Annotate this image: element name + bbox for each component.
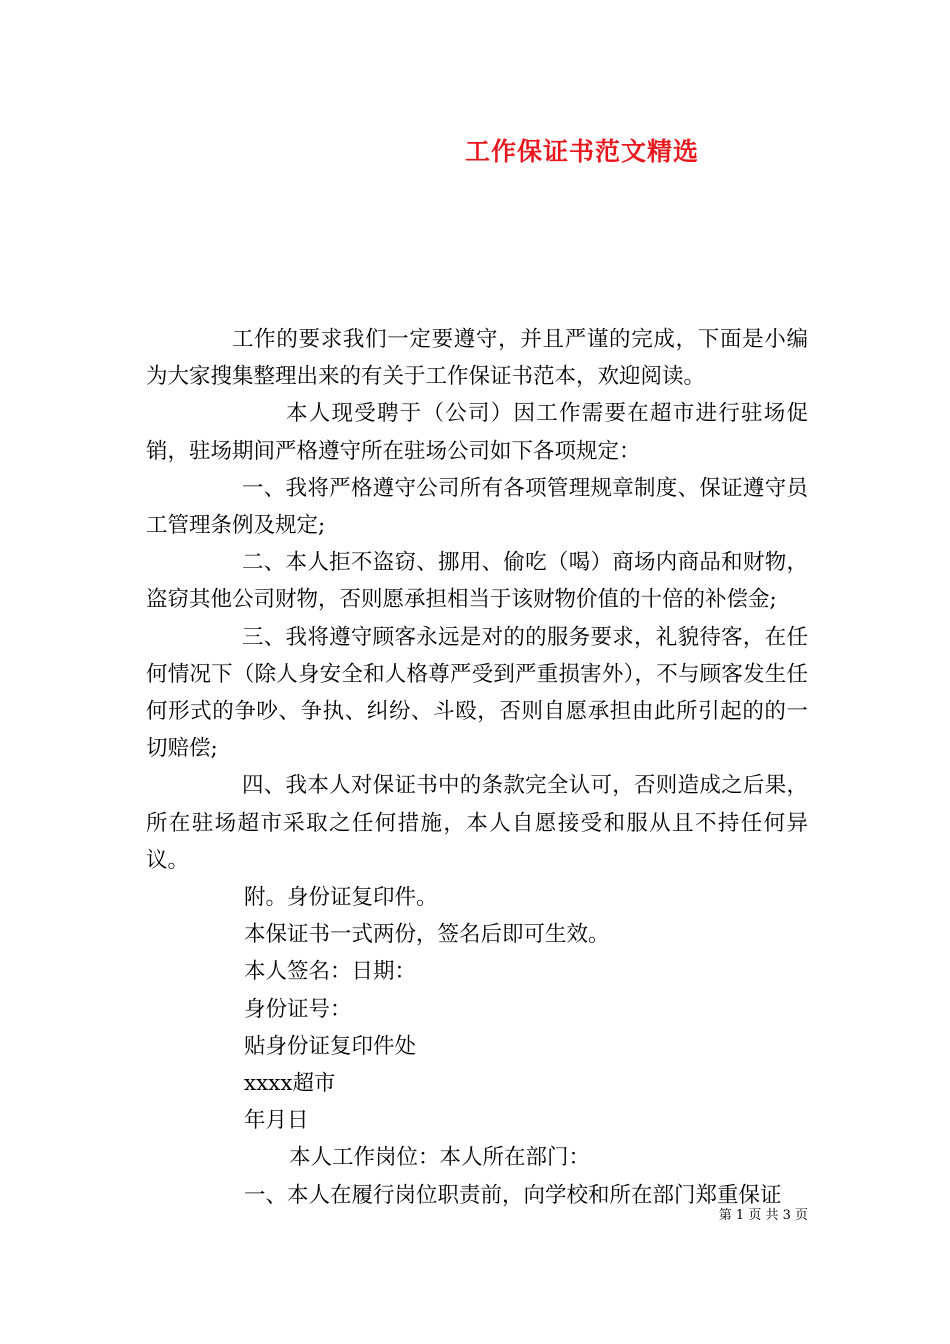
line-supermarket: xxxx超市 <box>244 1071 336 1097</box>
line-id-copy: 贴身份证复印件处 <box>244 1033 417 1059</box>
line-copies: 本保证书一式两份，签名后即可生效。 <box>244 922 610 948</box>
paragraph-1: 本人现受聘于（公司）因工作需要在超市进行驻场促销，驻场期间严格遵守所在驻场公司如下各项规定： <box>146 401 808 464</box>
line-signature-date: 本人签名：日期： <box>244 959 417 985</box>
document-title: 工作保证书范文精选 <box>464 137 699 166</box>
document-body <box>146 321 808 1214</box>
paragraph-3: 二、本人拒不盗窃、挪用、偷吃（喝）商场内商品和财物，盗窃其他公司财物，否则愿承担相当于该财物价值的十倍的补偿金; <box>146 550 808 613</box>
paragraph-5: 四、我本人对保证书中的条款完全认可，否则造成之后果，所在驻场超市采取之任何措施，本人自愿接受和服从且不持任何异议。 <box>146 773 808 873</box>
paragraph-intro: 工作的要求我们一定要遵守，并且严谨的完成，下面是小编为大家搜集整理出来的有关于工作保证书范本，欢迎阅读。 <box>146 327 808 390</box>
paragraph-2: 一、我将严格遵守公司所有各项管理规章制度、保证遵守员工管理条例及规定; <box>146 475 808 539</box>
line-pledge-start: 一、本人在履行岗位职责前，向学校和所在部门郑重保证 <box>244 1182 782 1208</box>
line-date: 年月日 <box>244 1108 309 1134</box>
page-footer: 第 1 页 共 3 页 <box>718 1208 808 1223</box>
line-id-number: 身份证号： <box>244 996 352 1022</box>
line-attachment: 附。身份证复印件。 <box>244 885 438 911</box>
paragraph-4: 三、我将遵守顾客永远是对的的服务要求，礼貌待客，在任何情况下（除人身安全和人格尊严受到严重损害外），不与顾客发生任何形式的争吵、争执、纠纷、斗殴，否则自愿承担由此所引起的的一切赔偿; <box>146 624 808 762</box>
line-position-department: 本人工作岗位：本人所在部门： <box>289 1145 591 1171</box>
